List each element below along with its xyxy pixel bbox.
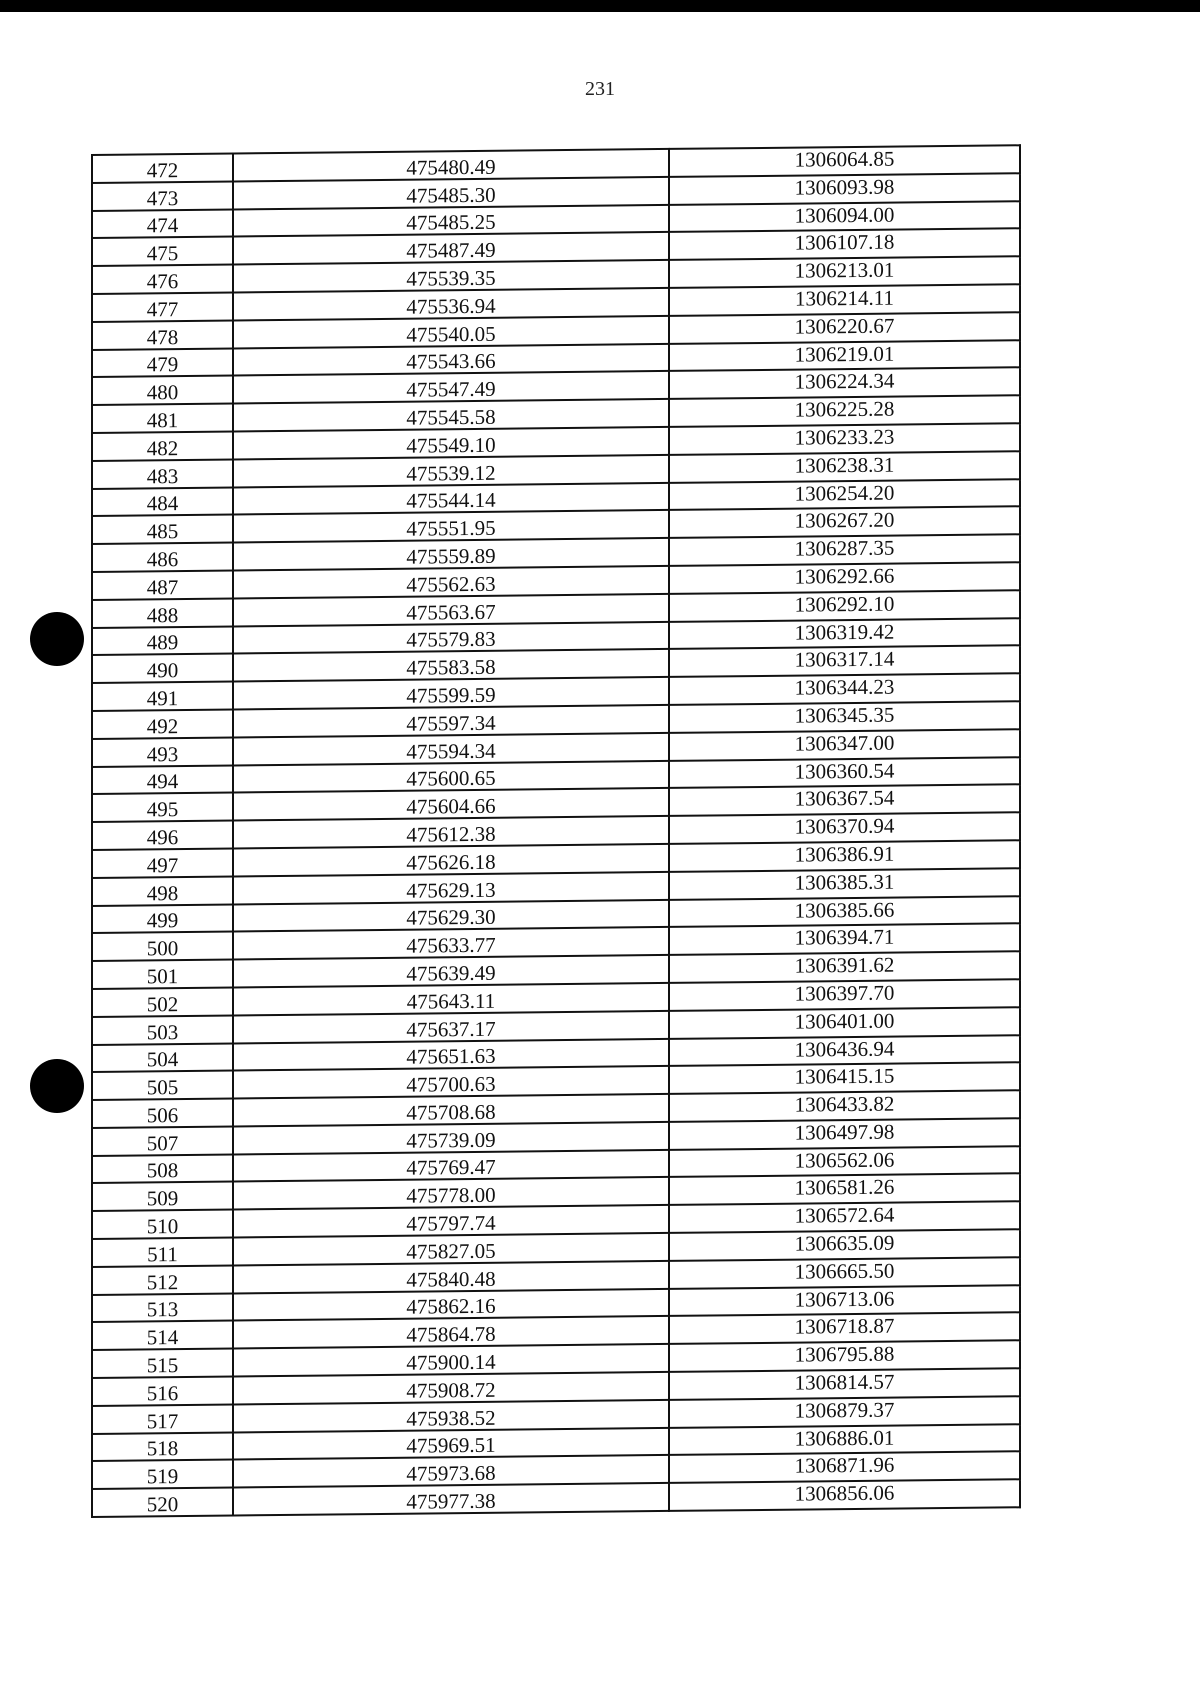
- point-id-cell: 513: [92, 1293, 233, 1322]
- y-coordinate-cell: 1306370.94: [669, 812, 1020, 843]
- point-id-cell: 502: [92, 987, 233, 1016]
- y-coordinate-cell: 1306220.67: [669, 312, 1020, 343]
- y-coordinate-cell: 1306385.31: [669, 868, 1020, 899]
- x-coordinate-cell: 475562.63: [233, 566, 669, 598]
- y-coordinate-cell: 1306093.98: [669, 173, 1020, 204]
- y-coordinate-cell: 1306635.09: [669, 1229, 1020, 1260]
- y-coordinate-cell: 1306214.11: [669, 284, 1020, 315]
- x-coordinate-cell: 475545.58: [233, 399, 669, 431]
- coordinate-table: [91, 144, 1021, 1518]
- x-coordinate-cell: 475540.05: [233, 316, 669, 348]
- y-coordinate-cell: 1306581.26: [669, 1174, 1020, 1205]
- y-coordinate-cell: 1306795.88: [669, 1341, 1020, 1372]
- y-coordinate-cell: 1306213.01: [669, 256, 1020, 287]
- x-coordinate-cell: 475708.68: [233, 1094, 669, 1126]
- y-coordinate-cell: 1306292.10: [669, 590, 1020, 621]
- document-page: [0, 12, 1200, 1707]
- point-id-cell: 511: [92, 1238, 233, 1267]
- point-id-cell: 514: [92, 1321, 233, 1350]
- x-coordinate-cell: 475840.48: [233, 1261, 669, 1293]
- y-coordinate-cell: 1306394.71: [669, 924, 1020, 955]
- x-coordinate-cell: 475612.38: [233, 816, 669, 848]
- x-coordinate-cell: 475969.51: [233, 1428, 669, 1460]
- point-id-cell: 501: [92, 960, 233, 989]
- y-coordinate-cell: 1306814.57: [669, 1368, 1020, 1399]
- y-coordinate-cell: 1306225.28: [669, 395, 1020, 426]
- x-coordinate-cell: 475797.74: [233, 1205, 669, 1237]
- point-id-cell: 476: [92, 265, 233, 294]
- point-id-cell: 497: [92, 848, 233, 877]
- x-coordinate-cell: 475583.58: [233, 649, 669, 681]
- point-id-cell: 480: [92, 376, 233, 405]
- point-id-cell: 505: [92, 1071, 233, 1100]
- point-id-cell: 503: [92, 1015, 233, 1044]
- x-coordinate-cell: 475900.14: [233, 1344, 669, 1376]
- y-coordinate-cell: 1306287.35: [669, 534, 1020, 565]
- x-coordinate-cell: 475536.94: [233, 288, 669, 320]
- point-id-cell: 518: [92, 1432, 233, 1461]
- y-coordinate-cell: 1306094.00: [669, 201, 1020, 232]
- x-coordinate-cell: 475544.14: [233, 483, 669, 515]
- point-id-cell: 482: [92, 431, 233, 460]
- point-id-cell: 483: [92, 459, 233, 488]
- y-coordinate-cell: 1306497.98: [669, 1118, 1020, 1149]
- y-coordinate-cell: 1306391.62: [669, 951, 1020, 982]
- y-coordinate-cell: 1306319.42: [669, 618, 1020, 649]
- x-coordinate-cell: 475599.59: [233, 677, 669, 709]
- point-id-cell: 504: [92, 1043, 233, 1072]
- x-coordinate-cell: 475597.34: [233, 705, 669, 737]
- y-coordinate-cell: 1306064.85: [669, 145, 1020, 176]
- y-coordinate-cell: 1306433.82: [669, 1090, 1020, 1121]
- y-coordinate-cell: 1306292.66: [669, 562, 1020, 593]
- x-coordinate-cell: 475639.49: [233, 955, 669, 987]
- punch-hole-icon: [30, 612, 84, 666]
- x-coordinate-cell: 475629.30: [233, 899, 669, 931]
- x-coordinate-cell: 475864.78: [233, 1316, 669, 1348]
- x-coordinate-cell: 475549.10: [233, 427, 669, 459]
- y-coordinate-cell: 1306367.54: [669, 785, 1020, 816]
- y-coordinate-cell: 1306386.91: [669, 840, 1020, 871]
- point-id-cell: 493: [92, 737, 233, 766]
- y-coordinate-cell: 1306254.20: [669, 479, 1020, 510]
- x-coordinate-cell: 475633.77: [233, 927, 669, 959]
- y-coordinate-cell: 1306385.66: [669, 896, 1020, 927]
- x-coordinate-cell: 475539.35: [233, 260, 669, 292]
- point-id-cell: 488: [92, 598, 233, 627]
- y-coordinate-cell: 1306267.20: [669, 507, 1020, 538]
- point-id-cell: 510: [92, 1210, 233, 1239]
- y-coordinate-cell: 1306401.00: [669, 1007, 1020, 1038]
- point-id-cell: 508: [92, 1154, 233, 1183]
- x-coordinate-cell: 475604.66: [233, 788, 669, 820]
- y-coordinate-cell: 1306317.14: [669, 646, 1020, 677]
- y-coordinate-cell: 1306344.23: [669, 673, 1020, 704]
- point-id-cell: 498: [92, 876, 233, 905]
- x-coordinate-cell: 475600.65: [233, 760, 669, 792]
- point-id-cell: 485: [92, 515, 233, 544]
- x-coordinate-cell: 475769.47: [233, 1150, 669, 1182]
- x-coordinate-cell: 475637.17: [233, 1011, 669, 1043]
- y-coordinate-cell: 1306871.96: [669, 1452, 1020, 1483]
- point-id-cell: 494: [92, 765, 233, 794]
- y-coordinate-cell: 1306360.54: [669, 757, 1020, 788]
- point-id-cell: 499: [92, 904, 233, 933]
- x-coordinate-cell: 475629.13: [233, 872, 669, 904]
- point-id-cell: 491: [92, 682, 233, 711]
- point-id-cell: 479: [92, 348, 233, 377]
- y-coordinate-cell: 1306219.01: [669, 340, 1020, 371]
- point-id-cell: 477: [92, 292, 233, 321]
- y-coordinate-cell: 1306713.06: [669, 1285, 1020, 1316]
- x-coordinate-cell: 475480.49: [233, 149, 669, 181]
- page-number: 231: [585, 78, 615, 100]
- x-coordinate-cell: 475563.67: [233, 594, 669, 626]
- x-coordinate-cell: 475651.63: [233, 1038, 669, 1070]
- y-coordinate-cell: 1306718.87: [669, 1313, 1020, 1344]
- y-coordinate-cell: 1306856.06: [669, 1480, 1020, 1511]
- x-coordinate-cell: 475778.00: [233, 1177, 669, 1209]
- point-id-cell: 473: [92, 181, 233, 210]
- point-id-cell: 490: [92, 654, 233, 683]
- x-coordinate-cell: 475551.95: [233, 510, 669, 542]
- y-coordinate-cell: 1306415.15: [669, 1063, 1020, 1094]
- x-coordinate-cell: 475700.63: [233, 1066, 669, 1098]
- x-coordinate-cell: 475938.52: [233, 1400, 669, 1432]
- punch-hole-icon: [30, 1059, 84, 1113]
- y-coordinate-cell: 1306347.00: [669, 729, 1020, 760]
- x-coordinate-cell: 475543.66: [233, 344, 669, 376]
- x-coordinate-cell: 475539.12: [233, 455, 669, 487]
- y-coordinate-cell: 1306107.18: [669, 229, 1020, 260]
- point-id-cell: 509: [92, 1182, 233, 1211]
- y-coordinate-cell: 1306886.01: [669, 1424, 1020, 1455]
- point-id-cell: 474: [92, 209, 233, 238]
- point-id-cell: 517: [92, 1404, 233, 1433]
- x-coordinate-cell: 475485.25: [233, 205, 669, 237]
- y-coordinate-cell: 1306397.70: [669, 979, 1020, 1010]
- y-coordinate-cell: 1306879.37: [669, 1396, 1020, 1427]
- x-coordinate-cell: 475827.05: [233, 1233, 669, 1265]
- point-id-cell: 520: [92, 1488, 233, 1517]
- point-id-cell: 519: [92, 1460, 233, 1489]
- point-id-cell: 478: [92, 320, 233, 349]
- point-id-cell: 489: [92, 626, 233, 655]
- point-id-cell: 507: [92, 1126, 233, 1155]
- y-coordinate-cell: 1306562.06: [669, 1146, 1020, 1177]
- y-coordinate-cell: 1306345.35: [669, 701, 1020, 732]
- point-id-cell: 496: [92, 821, 233, 850]
- x-coordinate-cell: 475973.68: [233, 1455, 669, 1487]
- x-coordinate-cell: 475908.72: [233, 1372, 669, 1404]
- x-coordinate-cell: 475862.16: [233, 1289, 669, 1321]
- x-coordinate-cell: 475594.34: [233, 733, 669, 765]
- x-coordinate-cell: 475977.38: [233, 1483, 669, 1515]
- y-coordinate-cell: 1306224.34: [669, 368, 1020, 399]
- x-coordinate-cell: 475579.83: [233, 621, 669, 653]
- x-coordinate-cell: 475739.09: [233, 1122, 669, 1154]
- coordinate-table-wrapper: [91, 144, 1021, 1518]
- point-id-cell: 486: [92, 543, 233, 572]
- point-id-cell: 487: [92, 570, 233, 599]
- point-id-cell: 512: [92, 1265, 233, 1294]
- point-id-cell: 515: [92, 1349, 233, 1378]
- x-coordinate-cell: 475485.30: [233, 177, 669, 209]
- point-id-cell: 484: [92, 487, 233, 516]
- y-coordinate-cell: 1306572.64: [669, 1202, 1020, 1233]
- x-coordinate-cell: 475643.11: [233, 983, 669, 1015]
- y-coordinate-cell: 1306233.23: [669, 423, 1020, 454]
- point-id-cell: 475: [92, 237, 233, 266]
- point-id-cell: 516: [92, 1377, 233, 1406]
- y-coordinate-cell: 1306436.94: [669, 1035, 1020, 1066]
- y-coordinate-cell: 1306665.50: [669, 1257, 1020, 1288]
- y-coordinate-cell: 1306238.31: [669, 451, 1020, 482]
- point-id-cell: 506: [92, 1099, 233, 1128]
- point-id-cell: 492: [92, 709, 233, 738]
- point-id-cell: 500: [92, 932, 233, 961]
- point-id-cell: 481: [92, 404, 233, 433]
- x-coordinate-cell: 475487.49: [233, 232, 669, 264]
- x-coordinate-cell: 475559.89: [233, 538, 669, 570]
- x-coordinate-cell: 475626.18: [233, 844, 669, 876]
- x-coordinate-cell: 475547.49: [233, 371, 669, 403]
- point-id-cell: 495: [92, 793, 233, 822]
- point-id-cell: 472: [92, 154, 233, 183]
